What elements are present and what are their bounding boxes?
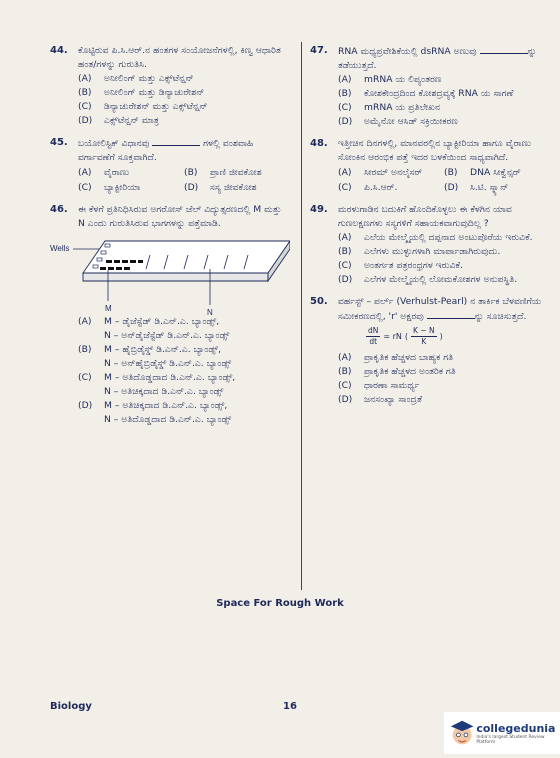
- mascot-icon: [448, 718, 476, 748]
- question-45: [50, 136, 290, 195]
- option-d: (D) ಎಕ್ಸ್‌ಟೆನ್ಷನ್ ಮಾತ್ರ: [78, 115, 160, 126]
- logo-tagline: India's largest Student Review Platform: [476, 734, 545, 745]
- option-row: [78, 180, 290, 195]
- label-n: N: [207, 308, 213, 315]
- question-48: [310, 137, 550, 195]
- column-divider: [301, 42, 302, 590]
- question-50: [310, 295, 550, 407]
- option-c: (C) mRNA ಯ ಪ್ರತಿಲೇಖನ: [338, 102, 441, 113]
- option-b: (B) ಕೋಶಕೇಂದ್ರದಿಂದ ಕೋಶದ್ರವ್ಯಕ್ಕೆ RNA ಯ ಸಾಗಣೆ: [338, 88, 514, 99]
- question-text: ಈ ಕೆಳಗೆ ಪ್ರತಿನಿಧಿಸಿರುವ ಅಗರೋಸ್ ಜೆಲ್ ವಿದ್ಯುತ್ಸರಣದಲ್ಲಿ M ಮತ್ತು N ಎಂದು ಗುರುತಿಸಿರುವ ಭಾಗಗಳನ್ನು ಪತ್ತೆಮಾಡಿ.: [78, 204, 282, 229]
- option-c: (C) ಬ್ಯಾಕ್ಟೀರಿಯಾ: [78, 182, 141, 193]
- question-text: ವರ್ಹಸ್ಟ್ – ಪರ್ಲ್ (Verhulst-Pearl) ನ ತಾರ್ಕಿಕ ಬೆಳವಣಿಗೆಯ ಸಮೀಕರಣದಲ್ಲಿ, 'r' ಅಕ್ಷರವು ನ್ನು ಸೂಚಿಸುತ್ತದೆ.: [338, 296, 542, 322]
- gel-top-surface: [83, 241, 290, 273]
- option-b: (B) ಪ್ರಾಕೃತಿಕ ಹೆಚ್ಚಳದ ಅಂತರಿಕ ಗತಿ: [338, 366, 456, 377]
- label-m: M: [105, 304, 112, 313]
- option-c: (C) ಪಿ.ಸಿ.ಆರ್.: [338, 182, 398, 193]
- option-d: (D) ಜನಸಂಖ್ಯಾ ಸಾಂದ್ರತೆ: [338, 394, 423, 405]
- question-text: RNA ಮಧ್ಯಪ್ರವೇಶಿಕೆಯಲ್ಲಿ dsRNA ಅಣುವು ನ್ನು ತಡೆಯುತ್ತದೆ.: [338, 46, 537, 71]
- question-text: ಬಯೋಲಿಸ್ಟಿಕ್ ವಿಧಾನವು ಗಳಲ್ಲಿ ವಂಶವಾಹಿ ವರ್ಗಾವಣೆಗೆ ಸೂಕ್ತವಾಗಿದೆ.: [78, 138, 254, 163]
- question-46: [50, 203, 290, 427]
- option-row: [338, 180, 550, 195]
- question-number: 46.: [50, 204, 68, 215]
- question-number: 44.: [50, 45, 68, 56]
- option-d: (D) ಎಲೆಗಳ ಮೇಲ್ಮೈಯಲ್ಲಿ ಲೋಮಕೋಶಗಳ ಅನುಪಸ್ಥಿತಿ.: [338, 274, 518, 285]
- option-a: (A) ಎಲೆಯ ಮೇಲ್ಮೈಯಲ್ಲಿ ದಪ್ಪನಾದ ಅಂಟುಪೊರೆಯ ಇರುವಿಕೆ.: [338, 232, 533, 243]
- option-b: (B) DNA ಸೀಕ್ವೆನ್ಸರ್: [444, 167, 521, 178]
- option-a: (A) ಪ್ರಾಕೃತಿಕ ಹೆಚ್ಚಳದ ಬಾಹ್ಯಕ ಗತಿ: [338, 352, 454, 363]
- question-text: ಇತ್ತೀಚಿನ ದಿನಗಳಲ್ಲಿ, ಮಾನವರಲ್ಲಿನ ಬ್ಯಾಕ್ಟೀರಿಯಾ ಹಾಗೂ ವೈರಾಣು ಸೋಂಕಿನ ಆರಂಭಿಕ ಪತ್ತೆ ಇದರ ಬಳಕೆಯಿಂದ ಸಾಧ್ಯವಾಗಿದೆ.: [338, 138, 532, 163]
- subject-label: Biology: [50, 701, 92, 712]
- option-d: (D) ಅಮೈನೋ ಆಸಿಡ್ ಸಕ್ರಿಯೀಕರಣ: [338, 116, 458, 127]
- option-a: (A) ಸೀರಮ್ ಅನಲೈಸರ್: [338, 167, 423, 178]
- logo-brand-text: collegedunia: [476, 721, 556, 735]
- collegedunia-logo: [444, 712, 560, 754]
- option-b: (B) M – ಹೈಬ್ರಿಡೈಸ್ಡ್ ಡಿ.ಎನ್.ಎ. ಬ್ಯಾಂಡ್ಸ್, N – ಅನ್‌ಹೈಬ್ರಿಡೈಸ್ಡ್ ಡಿ.ಎನ್.ಎ. ಬ್ಯಾಂಡ್ಸ್: [78, 344, 232, 369]
- answer-blank: [480, 44, 528, 54]
- gel-figure: [50, 235, 290, 315]
- logistic-growth-equation: $\frac{dN}{dt}$ = rN ( $\frac{K - N}{K}$ ): [368, 326, 443, 346]
- option-row: [78, 165, 290, 180]
- right-column: [310, 44, 550, 415]
- rough-work-caption: Space For Rough Work: [216, 598, 344, 609]
- left-column: [50, 44, 290, 435]
- option-b: (B) ಪ್ರಾಣಿ ಜೀವಕೋಶ: [184, 167, 262, 178]
- option-b: (B) ಅನೀಲಿಂಗ್ ಮತ್ತು ಡಿನ್ಯಾಚುರೇಶನ್: [78, 87, 205, 98]
- option-c: (C) ಅಂತರ್ಗತ ಪತ್ರರಂಧ್ರಗಳ ಇರುವಿಕೆ.: [338, 260, 463, 271]
- page-number: 16: [283, 701, 297, 712]
- option-a: (A) mRNA ಯ ಲಿಪ್ಯಂತರಣ: [338, 74, 442, 85]
- question-44: [50, 44, 290, 128]
- question-49: [310, 203, 550, 287]
- option-row: [338, 165, 550, 180]
- answer-blank: [152, 136, 200, 146]
- wells-label: Wells: [50, 244, 70, 253]
- option-c: (C) ಡಿನ್ಯಾಚುರೇಶನ್ ಮತ್ತು ಎಕ್ಸ್‌ಟೆನ್ಷನ್: [78, 101, 208, 112]
- option-c: (C) ಧಾರಣಾ ಸಾಮರ್ಥ್ಯ: [338, 380, 420, 391]
- gel-electrophoresis-diagram: [50, 235, 290, 315]
- option-a: (A) ಅನೀಲಿಂಗ್ ಮತ್ತು ಎಕ್ಸ್‌ಟೆನ್ಷನ್: [78, 73, 194, 84]
- question-text: ಕೊಟ್ಟಿರುವ ಪಿ.ಸಿ.ಆರ್.ನ ಹಂತಗಳ ಸಂಯೋಜನೆಗಳಲ್ಲಿ, ಕಿಣ್ವ ಆಧಾರಿತ ಹಂತ/ಗಳನ್ನು ಗುರುತಿಸಿ.: [78, 45, 281, 70]
- gel-front-face: [83, 273, 268, 281]
- question-number: 45.: [50, 137, 68, 148]
- option-d: (D) ಸಸ್ಯ ಜೀವಕೋಶ: [184, 182, 257, 193]
- question-text: ಮರಳುಗಾಡಿನ ಬದುಕಿಗೆ ಹೊಂದಿಕೊಳ್ಳಲು ಈ ಕೆಳಗಿನ ಯಾವ ಗುಣಲಕ್ಷಣಗಳು ಸಸ್ಯಗಳಿಗೆ ಸಹಾಯಕವಾಗುವುದಿಲ್ಲ ?: [338, 204, 512, 229]
- option-d: (D) ಸಿ.ಟಿ. ಸ್ಕ್ಯಾನ್: [444, 182, 509, 193]
- question-47: [310, 44, 550, 129]
- answer-blank: [427, 309, 475, 319]
- option-c: (C) M – ಅತಿದೊಡ್ಡದಾದ ಡಿ.ಎನ್.ಎ. ಬ್ಯಾಂಡ್ಸ್, N – ಅತಿಚಿಕ್ಕದಾದ ಡಿ.ಎನ್.ಎ. ಬ್ಯಾಂಡ್ಸ್: [78, 372, 236, 397]
- option-a: (A) M – ಡೈಜೆಸ್ಟೆಡ್ ಡಿ.ಎನ್.ಎ. ಬ್ಯಾಂಡ್ಸ್, N – ಅನ್‌ಡೈಜೆಸ್ಟೆಡ್ ಡಿ.ಎನ್.ಎ. ಬ್ಯಾಂಡ್ಸ್: [78, 316, 230, 341]
- option-b: (B) ಎಲೆಗಳು ಮುಳ್ಳುಗಳಾಗಿ ಮಾರ್ಪಾಡಾಗಿರುವುದು.: [338, 246, 501, 257]
- option-d: (D) M – ಅತಿಚಿಕ್ಕದಾದ ಡಿ.ಎನ್.ಎ. ಬ್ಯಾಂಡ್ಸ್, N – ಅತಿದೊಡ್ಡದಾದ ಡಿ.ಎನ್.ಎ. ಬ್ಯಾಂಡ್ಸ್: [78, 400, 232, 425]
- question-number: 48.: [310, 138, 328, 149]
- option-a: (A) ವೈರಾಣು: [78, 167, 130, 178]
- question-number: 47.: [310, 45, 328, 56]
- question-number: 49.: [310, 204, 328, 215]
- question-number: 50.: [310, 296, 328, 307]
